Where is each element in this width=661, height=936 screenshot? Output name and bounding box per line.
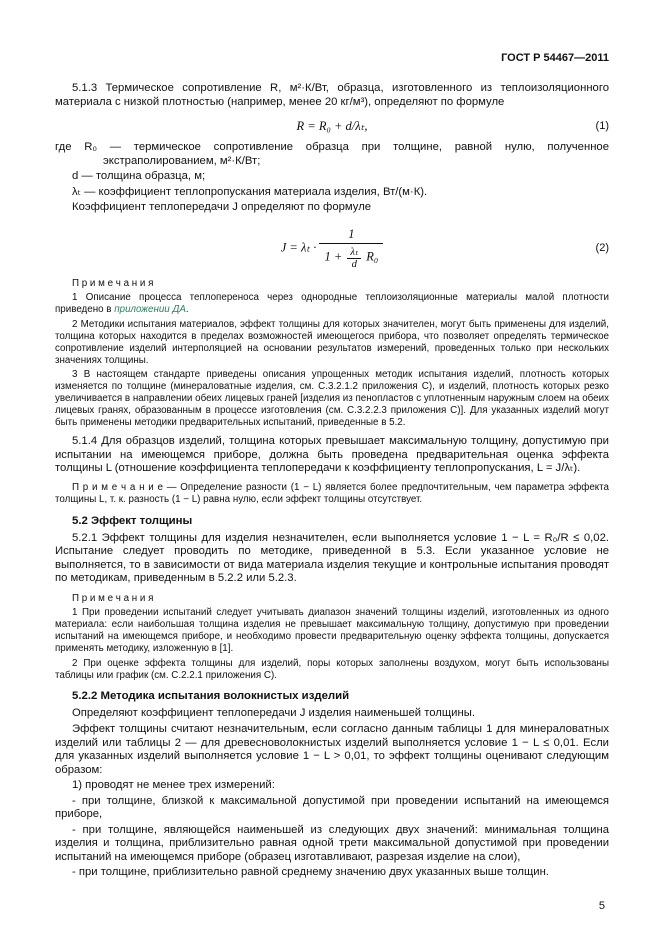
definition-d: d — толщина образца, м;: [72, 170, 206, 183]
note-513-3: 3 В настоящем стандарте приведены описания упрощенных методик испытания изделий, плотность которых изменяется по толщине (минераловатные изделия, см. С.3.2.1.2 приложения С), и изделий, плотность которых резко увеличивается в направлении обеих лицевых граней [изделия из пенопластов с уплотненным наружным слоем на обеих лицевых гранях, образованным в процессе изготовления (см. С.3.2.2.3 приложения С)]. Для указанных изделий могут быть применены методики предварительных испытаний, приведенные в 5.2.: [55, 369, 609, 429]
formula-2-number: (2): [595, 242, 609, 255]
para-5-1-3: 5.1.3 Термическое сопротивление R, м²·К/Вт, образца, изготовленного из теплоизоляционного материала с низкой плотностью (например, менее 20 кг/м³), определяют по формуле: [55, 82, 609, 108]
definition-lambda-t: λₜ — коэффициент теплопропускания материала изделия, Вт/(м·К).: [72, 185, 428, 198]
notes-title-513: П р и м е ч а н и я: [72, 277, 154, 289]
note-513-1: [55, 292, 609, 316]
para-j-intro: Коэффициент теплопередачи J определяют по формуле: [72, 201, 372, 214]
formula-2-lhs: J = λₜ ·: [280, 240, 317, 255]
formula-2-fraction: [319, 227, 383, 270]
note-521-1: 1 При проведении испытаний следует учитывать диапазон значений толщины изделий, изготовленных из одного материала: если наибольшая толщина изделия не превышает максимальную толщину, допустимую при проведении испытаний на имеющемся приборе, и необходимо провести предварительную оценку эффекта толщины, допускается применять методику, изложенную в [1].: [55, 606, 609, 654]
note-513-1-suffix: .: [185, 303, 189, 315]
formula-2-denominator: [319, 244, 383, 270]
formula-2-numerator: 1: [319, 227, 383, 244]
formula-2-den-suffix: R₀: [366, 249, 379, 264]
formula-2-inner-num: λₜ: [347, 245, 361, 259]
formula-1-number: (1): [595, 120, 609, 133]
formula-1: [55, 118, 609, 134]
appendix-da-link[interactable]: приложении ДА: [114, 303, 186, 315]
para-5-2-1: 5.2.1 Эффект толщины для изделия незначителен, если выполняется условие 1 − L = R₀/R ≤ 0,02. Испытание следует проводить по методике, приведенной в 5.3. Если указанное условие не выполняется, то в зависимости от вида материала изделия текущие и контрольные испытания проводят по методикам, приведенным в 5.2.2 или 5.2.3.: [55, 531, 609, 585]
list-item: - при толщине, являющейся наименьшей из следующих двух значений: минимальная толщина изделия и толщина, приблизительно равная одной трети максимальной допустимой при проведении испытаний на имеющемся приборе (образец изготавливают, разрезая изделие на слои),: [55, 823, 609, 863]
list-item: - при толщине, приблизительно равной среднему значению двух указанных выше толщин.: [72, 866, 549, 879]
note-513-2: 2 Методики испытания материалов, эффект толщины для которых значителен, могут быть применены для изделий, толщина которых находится в пределах возможностей имеющегося прибора, что позволяет определять термическое сопротивление изделий интерполяцией на основании результатов измерений, проведенных только при нескольких значениях толщины.: [55, 318, 609, 366]
formula-2-inner-den: d: [351, 258, 357, 270]
heading-5-2: 5.2 Эффект толщины: [72, 514, 193, 527]
formula-1-body: R = R₀ + d/λₜ,: [296, 119, 368, 134]
para-522-2: Эффект толщины считают незначительным, если согласно данным таблицы 1 для минераловатных изделий или таблицы 2 — для древесноволокнистых изделий выполняется условие 1 − L ≤ 0,01. Если для указанных изделий выполняется условие 1 − L > 0,01, то эффект толщины оценивают следующим образом:: [55, 723, 609, 776]
para-5-1-4: 5.1.4 Для образцов изделий, толщина которых превышает максимальную толщину, допустимую при испытании на имеющемся приборе, должна быть проведена предварительная оценка эффекта толщины L (отношение коэффициента теплопередачи к коэффициенту теплопропускания, L = J/λₜ).: [55, 435, 609, 475]
notes-title-521: П р и м е ч а н и я: [72, 592, 154, 604]
list-intro-522: 1) проводят не менее трех измерений:: [72, 779, 275, 792]
note-513-1-text: 1 Описание процесса теплопереноса через однородные теплоизоляционные материалы малой плотности приведено в: [55, 291, 609, 315]
formula-2: [55, 227, 609, 270]
heading-5-2-2: 5.2.2 Методика испытания волокнистых изделий: [72, 690, 350, 703]
note-514: П р и м е ч а н и е — Определение разности (1 − L) является более предпочтительным, чем параметра эффекта толщины L, т. к. разность (1 − L) равна нулю, если эффект толщины отсутствует.: [55, 481, 609, 505]
list-item: - при толщине, близкой к максимальной допустимой при проведении испытаний на имеющемся приборе,: [55, 794, 609, 821]
doc-number: ГОСТ Р 54467—2011: [501, 52, 609, 64]
page-number: 5: [598, 900, 605, 912]
para-522-1: Определяют коэффициент теплопередачи J изделия наименьшей толщины.: [72, 707, 475, 720]
formula-2-inner-fraction: [347, 245, 361, 270]
note-521-2: 2 При оценке эффекта толщины для изделий, поры которых заполнены воздухом, могут быть использованы таблицы или график (см. С.2.2.1 приложения С).: [55, 657, 609, 681]
definition-r0: где R₀ — термическое сопротивление образца при толщине, равной нулю, полученное экстраполированием, м²·К/Вт;: [55, 141, 609, 167]
formula-2-den-prefix: 1 +: [324, 249, 343, 264]
